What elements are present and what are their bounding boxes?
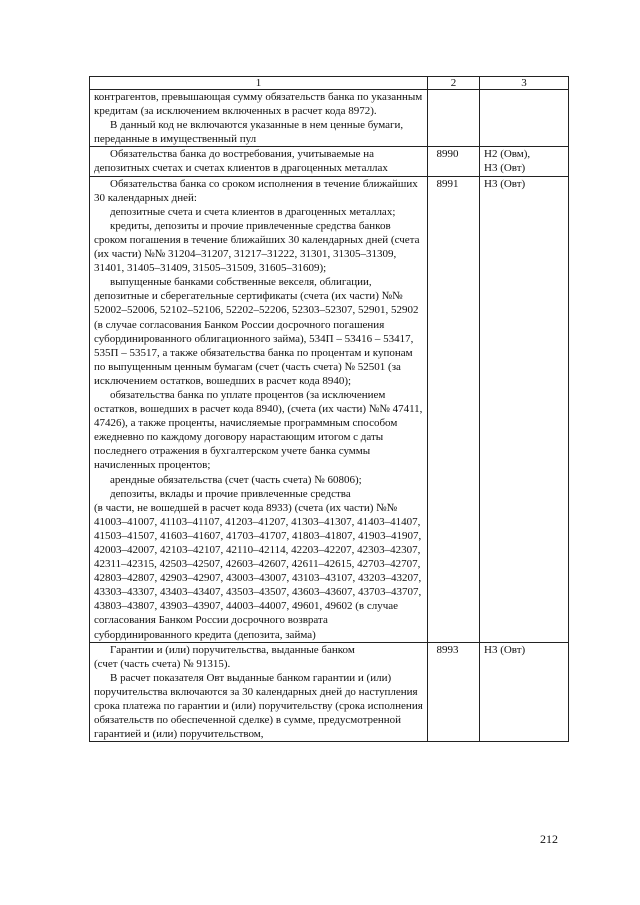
table-row bbox=[90, 147, 569, 176]
paragraph: В данный код не включаются указанные в нем ценные бумаги, переданные в имущественный пул bbox=[94, 119, 404, 146]
indicator-value: Н3 (Овт) bbox=[484, 177, 526, 190]
table-row bbox=[90, 642, 569, 742]
indicator-value: Н3 (Овт) bbox=[484, 643, 526, 656]
paragraph: выпущенные банками собственные векселя, облигации, депозитные и сберегательные сертификаты (счета (их части) №№ 52002–52006, 52102–52106, 52202–52206, 52303–52307, 52901, 52902 (в случае согласования Банком России досрочного погашения субординированного облигационного займа), 534П – 53416 – 53417, 535П – 53517, а также обязательства банка по процентам и купонам по выпущенным ценным бумагам (счет (часть счета) № 52501 (за исключением остатков, вошедших в расчет кода 8940); bbox=[94, 276, 419, 387]
description-cell bbox=[90, 176, 428, 642]
indicator-cell bbox=[480, 642, 569, 742]
description-cell bbox=[90, 90, 428, 147]
indicator-value: Н2 (Овм), Н3 (Овт) bbox=[484, 148, 531, 175]
paragraph: депозитные счета и счета клиентов в драгоценных металлах; bbox=[110, 205, 396, 218]
header-row bbox=[90, 77, 569, 90]
indicator-cell bbox=[480, 147, 569, 176]
code-value: 8991 bbox=[436, 177, 459, 190]
code-value: 8993 bbox=[436, 643, 459, 656]
document-table bbox=[89, 76, 569, 742]
code-cell bbox=[428, 642, 480, 742]
paragraph: кредиты, депозиты и прочие привлеченные средства банков сроком погашения в течение ближайших 30 календарных дней (счета (их части) №№ 31204–31207, 31217–31222, 31301, 31305–31309, 31401, 31405–31409, 31505–31509, 31605–31609); bbox=[94, 219, 420, 275]
paragraph: Гарантии и (или) поручительства, выданные банком bbox=[110, 643, 355, 656]
paragraph: (счет (часть счета) № 91315). bbox=[94, 657, 231, 670]
paragraph: обязательства банка по уплате процентов (за исключением остатков, вошедших в расчет кода 8940), (счета (их части) №№ 47411, 47426), а также проценты, начисляемые программным способом ежедневно по каждому договору нарастающим итогом с даты последнего отражения в бухгалтерском учете банка суммы начисленных процентов; bbox=[94, 388, 423, 472]
header-col-2: 2 bbox=[428, 77, 480, 90]
description-cell bbox=[90, 642, 428, 742]
code-cell bbox=[428, 176, 480, 642]
paragraph: (в части, не вошедшей в расчет кода 8933) (счета (их части) №№ 41003–41007, 41103–41107, 41203–41207, 41303–41307, 41403–41407, 41503–41507, 41603–41607, 41703–41707, 41803–41807, 41903–41907, 42003–42007, 42103–42107, 42110–42114, 42203–42207, 42303–42307, 42311–42315, 42503–42507, 42603–42607, 42611–42615, 42703–42707, 42803–42807, 42903–42907, 43003–43007, 43103–43107, 43203–43207, 43303–43307, 43403–43407, 43503–43507, 43603–43607, 43703–43707, 43803–43807, 43903–43907, 44003–44007, 49601, 49602 (в случае согласования Банком России досрочного возврата субординированного кредита (депозита, займа) bbox=[94, 501, 422, 641]
paragraph: контрагентов, превышающая сумму обязательств банка по указанным кредитам (за исключением включенных в расчет кода 8972). bbox=[94, 91, 423, 118]
table-row bbox=[90, 176, 569, 642]
paragraph: Обязательства банка со сроком исполнения в течение ближайших 30 календарных дней: bbox=[94, 177, 418, 204]
paragraph: Обязательства банка до востребования, учитываемые на депозитных счетах и счетах клиентов в драгоценных металлах bbox=[94, 148, 388, 175]
header-col-3: 3 bbox=[480, 77, 569, 90]
code-cell bbox=[428, 147, 480, 176]
paragraph: арендные обязательства (счет (часть счета) № 60806); bbox=[110, 473, 362, 486]
page-number: 212 bbox=[540, 832, 558, 846]
paragraph: депозиты, вклады и прочие привлеченные средства bbox=[110, 487, 351, 500]
paragraph: В расчет показателя Овт выданные банком гарантии и (или) поручительства включаются за 30 календарных дней до наступления срока платежа по гарантии и (или) поручительству (срока исполнения обязательств по обеспеченной сделке) в сумме, предусмотренной гарантией и (или) поручительством, bbox=[94, 671, 423, 741]
table-row bbox=[90, 90, 569, 147]
code-cell bbox=[428, 90, 480, 147]
code-value: 8990 bbox=[436, 148, 459, 161]
description-cell bbox=[90, 147, 428, 176]
indicator-cell bbox=[480, 176, 569, 642]
indicator-cell bbox=[480, 90, 569, 147]
header-col-1: 1 bbox=[90, 77, 428, 90]
